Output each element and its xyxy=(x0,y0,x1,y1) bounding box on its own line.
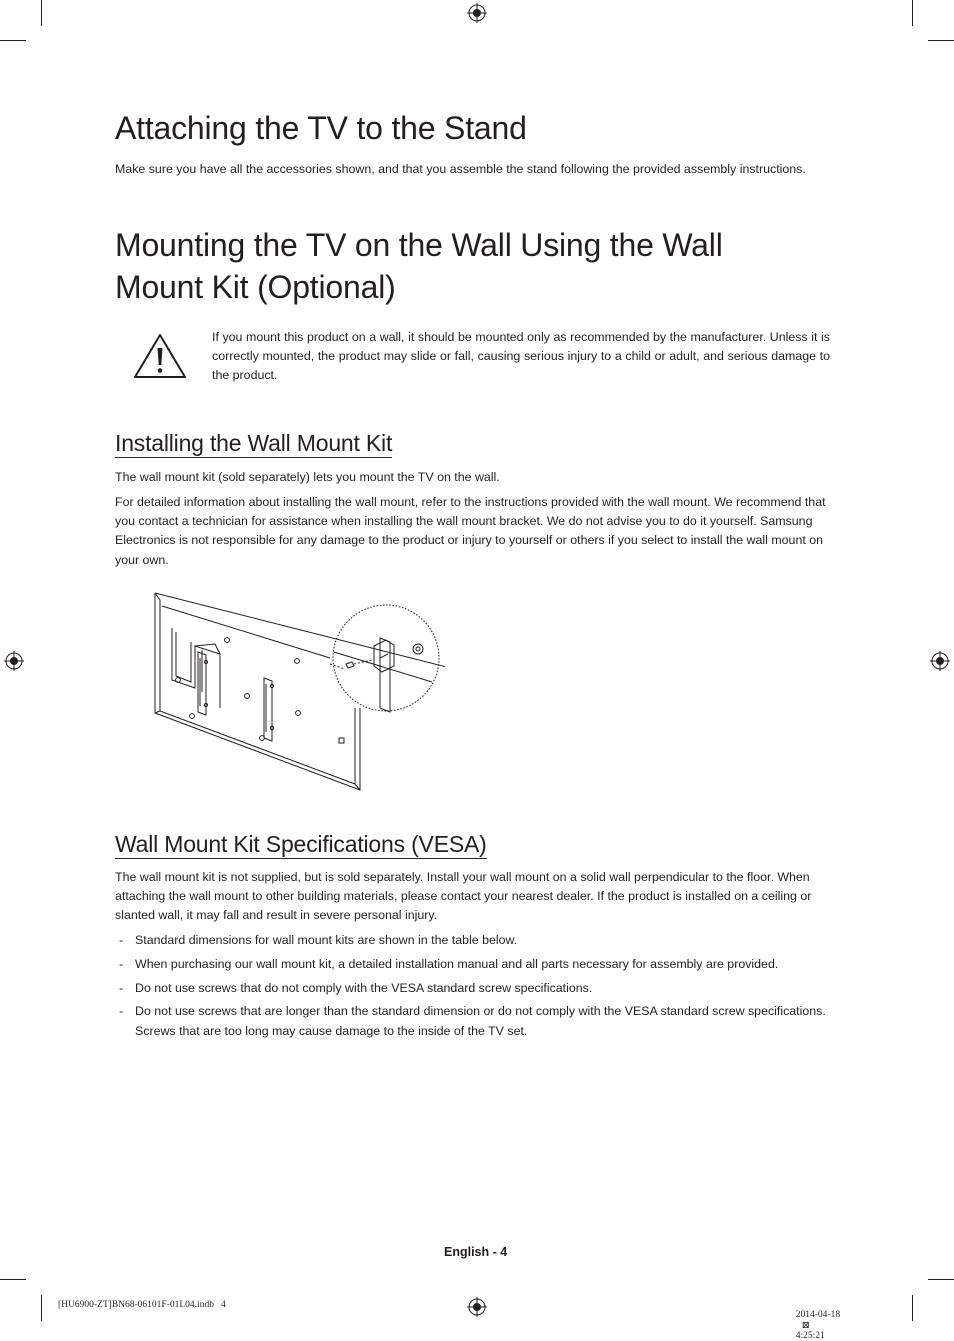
crop-mark xyxy=(912,0,913,26)
crop-mark xyxy=(41,1295,42,1321)
crop-mark xyxy=(0,40,26,41)
list-item: - When purchasing our wall mount kit, a detailed installation manual and all parts necessary for assembly are provided. xyxy=(115,955,827,974)
registration-mark-icon xyxy=(930,651,950,671)
wall-mount-illustration xyxy=(150,588,445,796)
install-para-1: The wall mount kit (sold separately) lets you mount the TV on the wall. xyxy=(115,470,500,484)
section-title-wall-line2: Mount Kit (Optional) xyxy=(115,269,396,305)
warning-text: If you mount this product on a wall, it should be mounted only as recommended by the manufacturer. Unless it is correctly mounted, the product may slide or fall, causing serious injury to a child or adult, and serious damage to the product. xyxy=(212,330,830,383)
vesa-bullet-list xyxy=(115,931,827,1045)
install-para-2: For detailed information about installing the wall mount, refer to the instructions provided with the wall mount. We recommend that you contact a technician for assistance when installing the wall mount bracket. We do not advise you to do it yourself. Samsung Electronics is not responsible for any damage to the product or injury to yourself or others if you select to install the wall mount on your own. xyxy=(115,495,826,567)
footer-time: 4:25:21 xyxy=(795,1331,825,1341)
stand-body: Make sure you have all the accessories shown, and that you assemble the stand following the provided assembly instructions. xyxy=(115,162,806,176)
crop-mark xyxy=(928,1279,954,1280)
section-title-stand: Attaching the TV to the Stand xyxy=(115,110,527,146)
section-title-vesa: Wall Mount Kit Specifications (VESA) xyxy=(115,831,487,857)
vesa-body: The wall mount kit is not supplied, but is sold separately. Install your wall mount on a solid wall perpendicular to the floor. When attaching the wall mount to other building materials, please contact your nearest dealer. If the product is installed on a ceiling or slanted wall, it may fall and result in severe personal injury. xyxy=(115,870,812,923)
registration-mark-icon xyxy=(467,3,487,23)
list-item: - Standard dimensions for wall mount kits are shown in the table below. xyxy=(115,931,827,950)
crop-mark xyxy=(912,1295,913,1321)
crop-mark xyxy=(41,0,42,26)
crop-mark xyxy=(928,40,954,41)
footer-date: 2014-04-18 xyxy=(795,1310,841,1320)
registration-mark-icon xyxy=(4,651,24,671)
caution-triangle-icon xyxy=(132,331,188,381)
section-title-wall-line1: Mounting the TV on the Wall Using the Wall xyxy=(115,227,723,263)
footer-file-name: [HU6900-ZT]BN68-06101F-01L04.indb 4 xyxy=(58,1300,226,1310)
list-item: - Do not use screws that do not comply with the VESA standard screw specifications. xyxy=(115,979,827,998)
registration-mark-icon xyxy=(467,1297,487,1317)
section-title-install: Installing the Wall Mount Kit xyxy=(115,430,393,456)
list-item: - Do not use screws that are longer than the standard dimension or do not comply with the VESA standard screw specifications. Screws that are too long may cause damage to the inside of the TV set. xyxy=(115,1002,827,1040)
page-number: English - 4 xyxy=(444,1245,508,1259)
footer-time-glyph: ⊠ xyxy=(801,1321,810,1331)
crop-mark xyxy=(0,1279,26,1280)
